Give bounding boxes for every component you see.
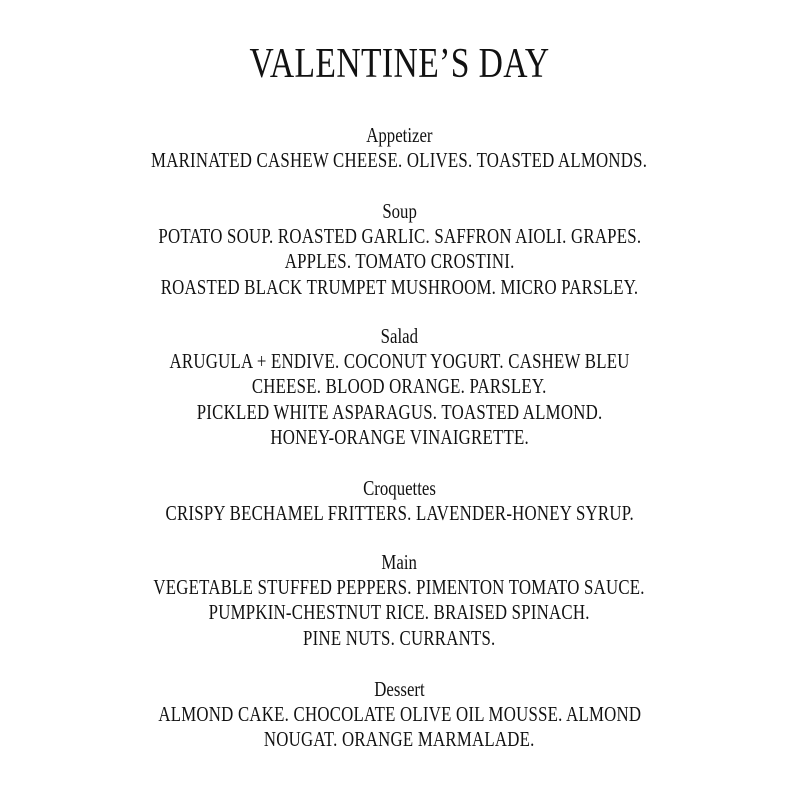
- menu-title-text: VALENTINE’S DAY: [249, 41, 550, 87]
- menu-item-text: PUMPKIN-CHESTNUT RICE. BRAISED SPINACH.: [208, 600, 591, 625]
- section-heading-text: Croquettes: [363, 476, 436, 500]
- section-heading-text: Main: [381, 550, 418, 574]
- menu-item-text: ALMOND CAKE. CHOCOLATE OLIVE OIL MOUSSE. ALMOND: [158, 702, 641, 726]
- menu-item-line: [0, 275, 799, 300]
- menu-item-text: ARUGULA + ENDIVE. COCONUT YOGURT. CASHEW BLEU: [169, 349, 630, 373]
- section-heading: [0, 324, 799, 349]
- menu-item-line: [0, 727, 799, 752]
- menu-item-text: POTATO SOUP. ROASTED GARLIC. SAFFRON AIOLI. GRAPES.: [158, 224, 641, 248]
- menu-item-line: [0, 400, 799, 425]
- menu-item-text: CRISPY BECHAMEL FRITTERS. LAVENDER-HONEY SYRUP.: [165, 501, 634, 525]
- menu-item-text: NOUGAT. ORANGE MARMALADE.: [264, 727, 535, 752]
- section-heading-text: Soup: [382, 199, 417, 223]
- section-heading: [0, 476, 799, 501]
- menu-item-line: [0, 148, 799, 173]
- section-heading: [0, 677, 799, 702]
- section-heading: [0, 550, 799, 575]
- section-heading-text: Appetizer: [366, 123, 433, 147]
- menu-item-text: PINE NUTS. CURRANTS.: [303, 625, 496, 650]
- section-heading: [0, 123, 799, 148]
- menu-item-line: [0, 575, 799, 600]
- menu-item-line: [0, 425, 799, 450]
- menu-item-line: [0, 501, 799, 526]
- menu-item-line: [0, 224, 799, 249]
- section-heading: [0, 199, 799, 224]
- menu-item-line: [0, 626, 799, 651]
- section-heading-text: Dessert: [374, 677, 425, 701]
- menu-item-text: HONEY-ORANGE VINAIGRETTE.: [270, 424, 529, 449]
- menu-item-line: [0, 600, 799, 625]
- menu-item-text: MARINATED CASHEW CHEESE. OLIVES. TOASTED ALMONDS.: [151, 148, 648, 172]
- menu-item-text: VEGETABLE STUFFED PEPPERS. PIMENTON TOMATO SAUCE.: [153, 575, 646, 599]
- menu-item-line: [0, 702, 799, 727]
- menu-item-text: ROASTED BLACK TRUMPET MUSHROOM. MICRO PARSLEY.: [160, 274, 639, 299]
- menu-item-text: PICKLED WHITE ASPARAGUS. TOASTED ALMOND.: [196, 399, 603, 424]
- menu-item-text: APPLES. TOMATO CROSTINI.: [284, 249, 515, 274]
- menu-item-line: [0, 374, 799, 399]
- menu-title: [0, 40, 799, 88]
- menu-item-line: [0, 249, 799, 274]
- section-heading-text: Salad: [380, 324, 419, 348]
- menu-item-line: [0, 349, 799, 374]
- menu-item-text: CHEESE. BLOOD ORANGE. PARSLEY.: [252, 374, 547, 399]
